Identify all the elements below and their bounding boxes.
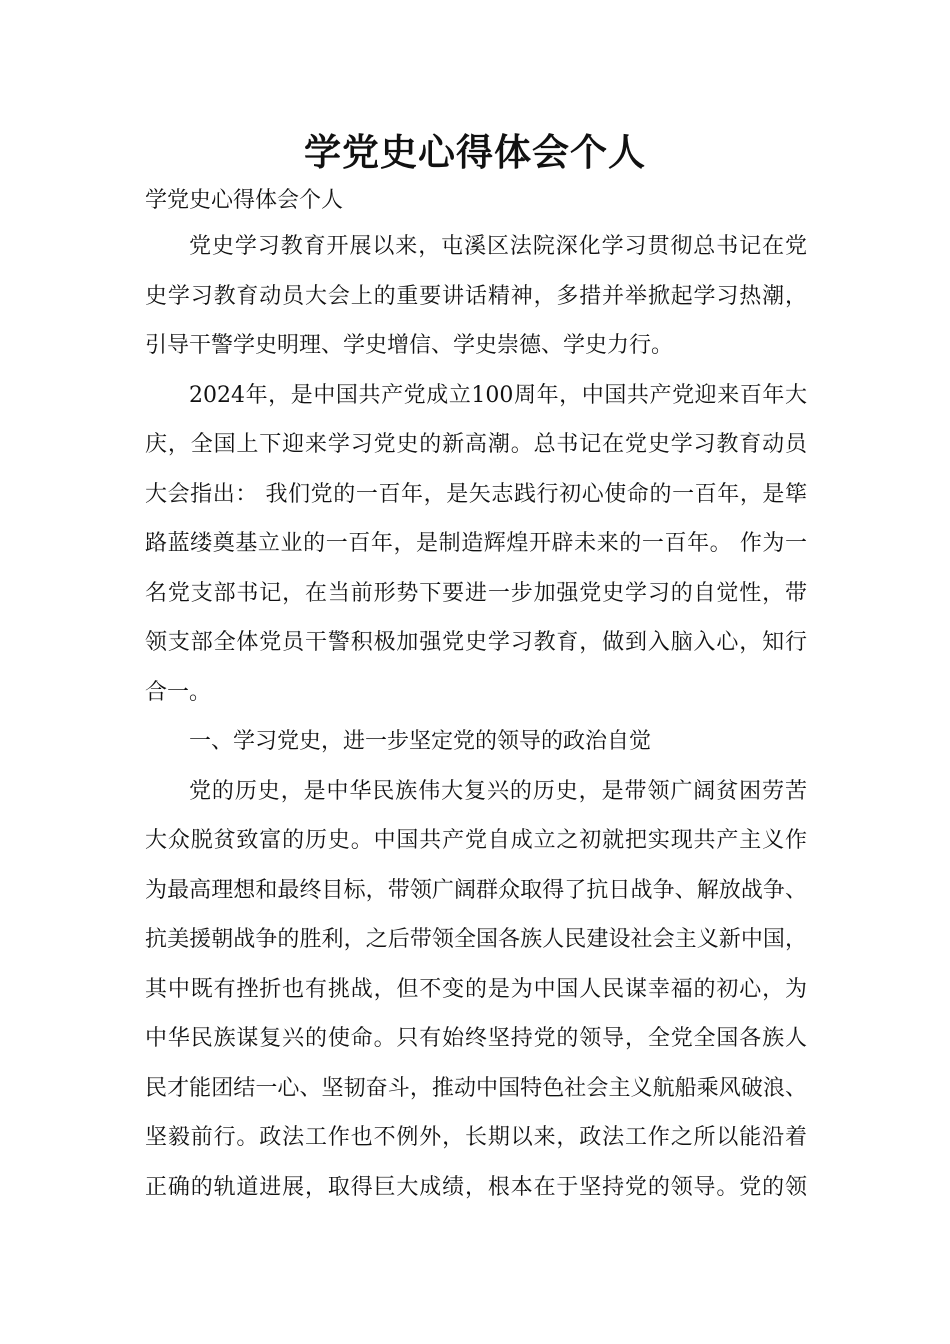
paragraph-line: 为最高理想和最终目标，带领广阔群众取得了抗日战争、解放战争、 — [145, 877, 807, 903]
document-body — [145, 180, 807, 1212]
paragraph-line: 党史学习教育开展以来，屯溪区法院深化学习贯彻总书记在党 — [189, 234, 807, 259]
paragraph-line: 名党支部书记，在当前形势下要进一步加强党史学习的自觉性，带 — [145, 580, 807, 606]
paragraph-line: 抗美援朝战争的胜利，之后带领全国各族人民建设社会主义新中国， — [145, 927, 807, 952]
paragraph-line: 合一。 — [145, 679, 212, 705]
paragraph-line: 史学习教育动员大会上的重要讲话精神，多措并举掀起学习热潮， — [145, 283, 807, 309]
document-title: 学党史心得体会个人 — [304, 131, 646, 174]
paragraph-line: 大众脱贫致富的历史。中国共产党自成立之初就把实现共产主义作 — [145, 828, 807, 853]
paragraph-line: 中华民族谋复兴的使命。只有始终坚持党的领导，全党全国各族人 — [145, 1026, 807, 1051]
paragraph-line: 引导干警学史明理、学史增信、学史崇德、学史力行。 — [145, 333, 674, 358]
paragraph-line: 大会指出： 我们党的一百年，是矢志践行初心使命的一百年，是筚 — [145, 481, 807, 507]
paragraph-line: 2024年，是中国共产党成立100周年，中国共产党迎来百年大 — [189, 382, 807, 408]
subtitle-line: 学党史心得体会个人 — [145, 188, 344, 213]
paragraph-line: 党的历史，是中华民族伟大复兴的历史，是带领广阔贫困劳苦 — [189, 778, 807, 804]
paragraph-line: 民才能团结一心、坚韧奋斗，推动中国特色社会主义航船乘风破浪、 — [145, 1075, 807, 1101]
section-heading: 一、学习党史，进一步坚定党的领导的政治自觉 — [189, 729, 652, 754]
paragraph-line: 坚毅前行。政法工作也不例外，长期以来，政法工作之所以能沿着 — [145, 1125, 807, 1150]
paragraph-line: 领支部全体党员干警积极加强党史学习教育，做到入脑入心，知行 — [145, 630, 807, 655]
paragraph-line: 其中既有挫折也有挑战，但不变的是为中国人民谋幸福的初心，为 — [145, 976, 807, 1002]
paragraph-line: 路蓝缕奠基立业的一百年，是制造辉煌开辟未来的一百年。 作为一 — [145, 531, 807, 556]
paragraph-line: 庆，全国上下迎来学习党史的新高潮。总书记在党史学习教育动员 — [145, 432, 807, 457]
paragraph-line: 正确的轨道进展，取得巨大成绩，根本在于坚持党的领导。党的领 — [145, 1174, 807, 1200]
